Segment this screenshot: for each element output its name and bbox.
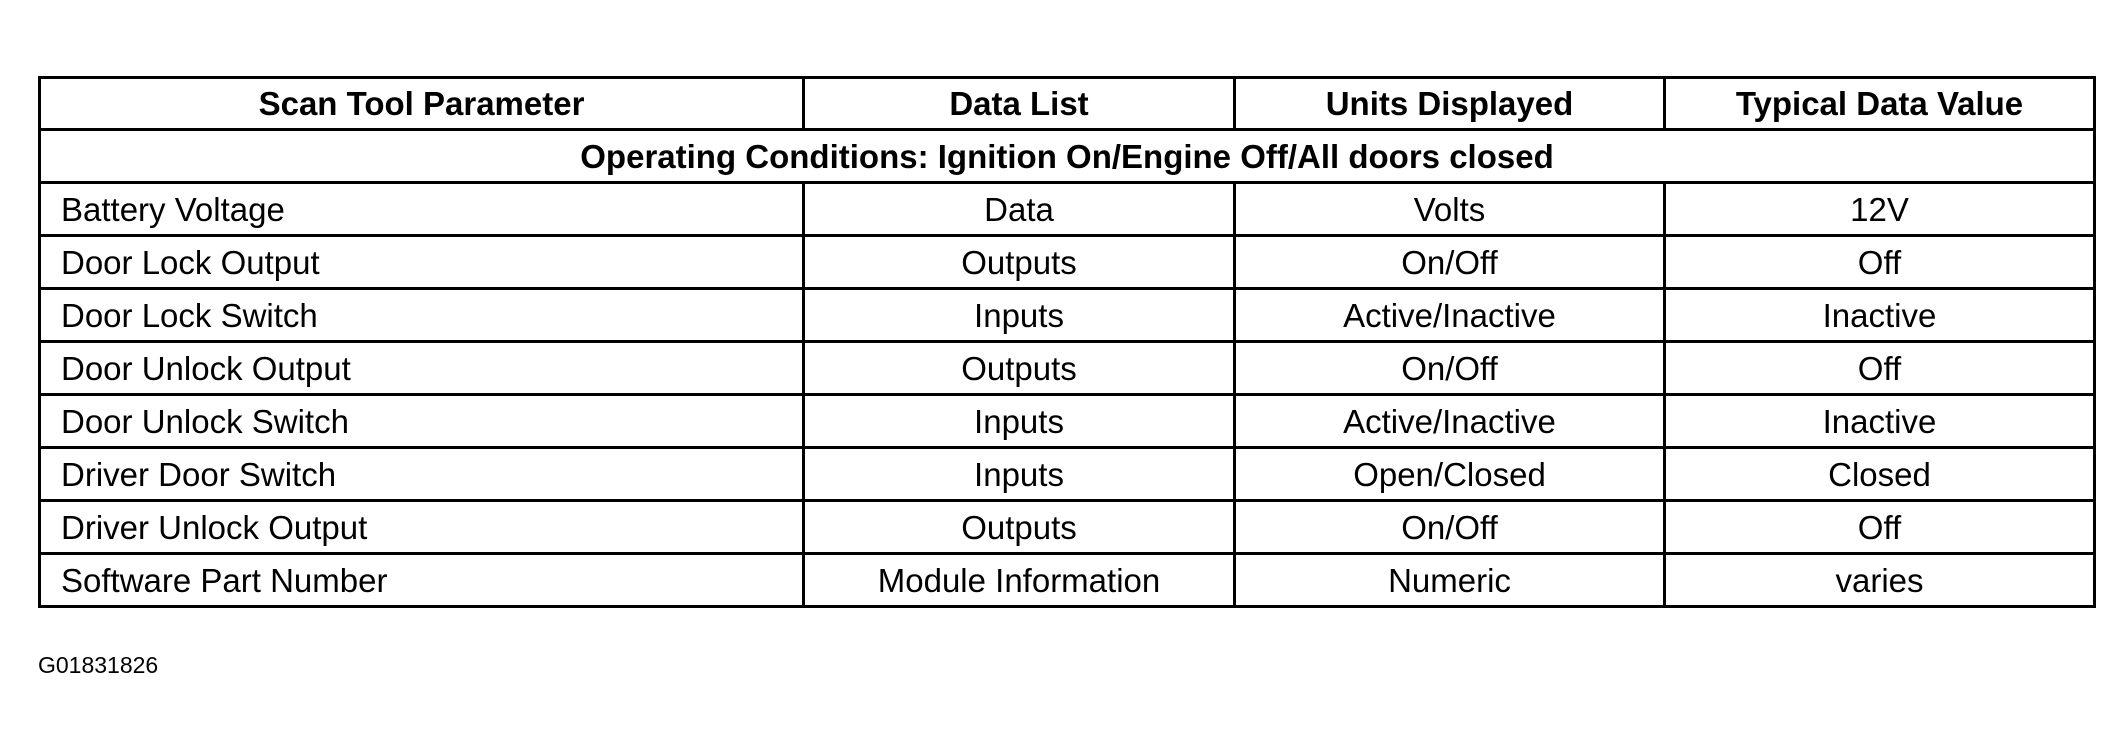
typical-value-cell: varies xyxy=(1665,554,2095,607)
typical-value-cell: Closed xyxy=(1665,448,2095,501)
header-scan-tool-parameter: Scan Tool Parameter xyxy=(40,78,804,130)
parameter-cell: Door Unlock Output xyxy=(40,342,804,395)
table-header xyxy=(40,78,2095,130)
units-cell: On/Off xyxy=(1235,501,1665,554)
header-typical-data-value: Typical Data Value xyxy=(1665,78,2095,130)
units-cell: On/Off xyxy=(1235,342,1665,395)
data-list-cell: Module Information xyxy=(804,554,1235,607)
units-cell: Open/Closed xyxy=(1235,448,1665,501)
data-list-cell: Outputs xyxy=(804,501,1235,554)
table-row xyxy=(40,448,2095,501)
header-row xyxy=(40,78,2095,130)
parameter-cell: Software Part Number xyxy=(40,554,804,607)
table-row xyxy=(40,342,2095,395)
typical-value-cell: Inactive xyxy=(1665,289,2095,342)
data-list-cell: Data xyxy=(804,183,1235,236)
units-cell: Numeric xyxy=(1235,554,1665,607)
parameter-cell: Door Lock Switch xyxy=(40,289,804,342)
data-list-cell: Outputs xyxy=(804,236,1235,289)
header-data-list: Data List xyxy=(804,78,1235,130)
table-row xyxy=(40,554,2095,607)
table-row xyxy=(40,501,2095,554)
operating-conditions-label: Operating Conditions: Ignition On/Engine Off/All doors closed xyxy=(40,130,2095,183)
data-list-cell: Inputs xyxy=(804,448,1235,501)
units-cell: Active/Inactive xyxy=(1235,395,1665,448)
typical-value-cell: Off xyxy=(1665,342,2095,395)
data-list-cell: Inputs xyxy=(804,395,1235,448)
typical-value-cell: Inactive xyxy=(1665,395,2095,448)
table-row xyxy=(40,236,2095,289)
units-cell: Active/Inactive xyxy=(1235,289,1665,342)
typical-value-cell: Off xyxy=(1665,501,2095,554)
table-row xyxy=(40,289,2095,342)
table-row xyxy=(40,183,2095,236)
figure-id: G01831826 xyxy=(38,652,159,678)
table-row xyxy=(40,395,2095,448)
parameter-cell: Door Lock Output xyxy=(40,236,804,289)
parameter-cell: Driver Door Switch xyxy=(40,448,804,501)
data-list-cell: Outputs xyxy=(804,342,1235,395)
data-list-cell: Inputs xyxy=(804,289,1235,342)
parameter-cell: Battery Voltage xyxy=(40,183,804,236)
parameter-cell: Driver Unlock Output xyxy=(40,501,804,554)
header-units-displayed: Units Displayed xyxy=(1235,78,1665,130)
units-cell: On/Off xyxy=(1235,236,1665,289)
typical-value-cell: 12V xyxy=(1665,183,2095,236)
scan-tool-data-table xyxy=(38,76,2096,608)
scan-tool-data-table-wrapper xyxy=(38,76,2093,608)
typical-value-cell: Off xyxy=(1665,236,2095,289)
units-cell: Volts xyxy=(1235,183,1665,236)
operating-conditions-row xyxy=(40,130,2095,183)
table-body xyxy=(40,130,2095,607)
parameter-cell: Door Unlock Switch xyxy=(40,395,804,448)
